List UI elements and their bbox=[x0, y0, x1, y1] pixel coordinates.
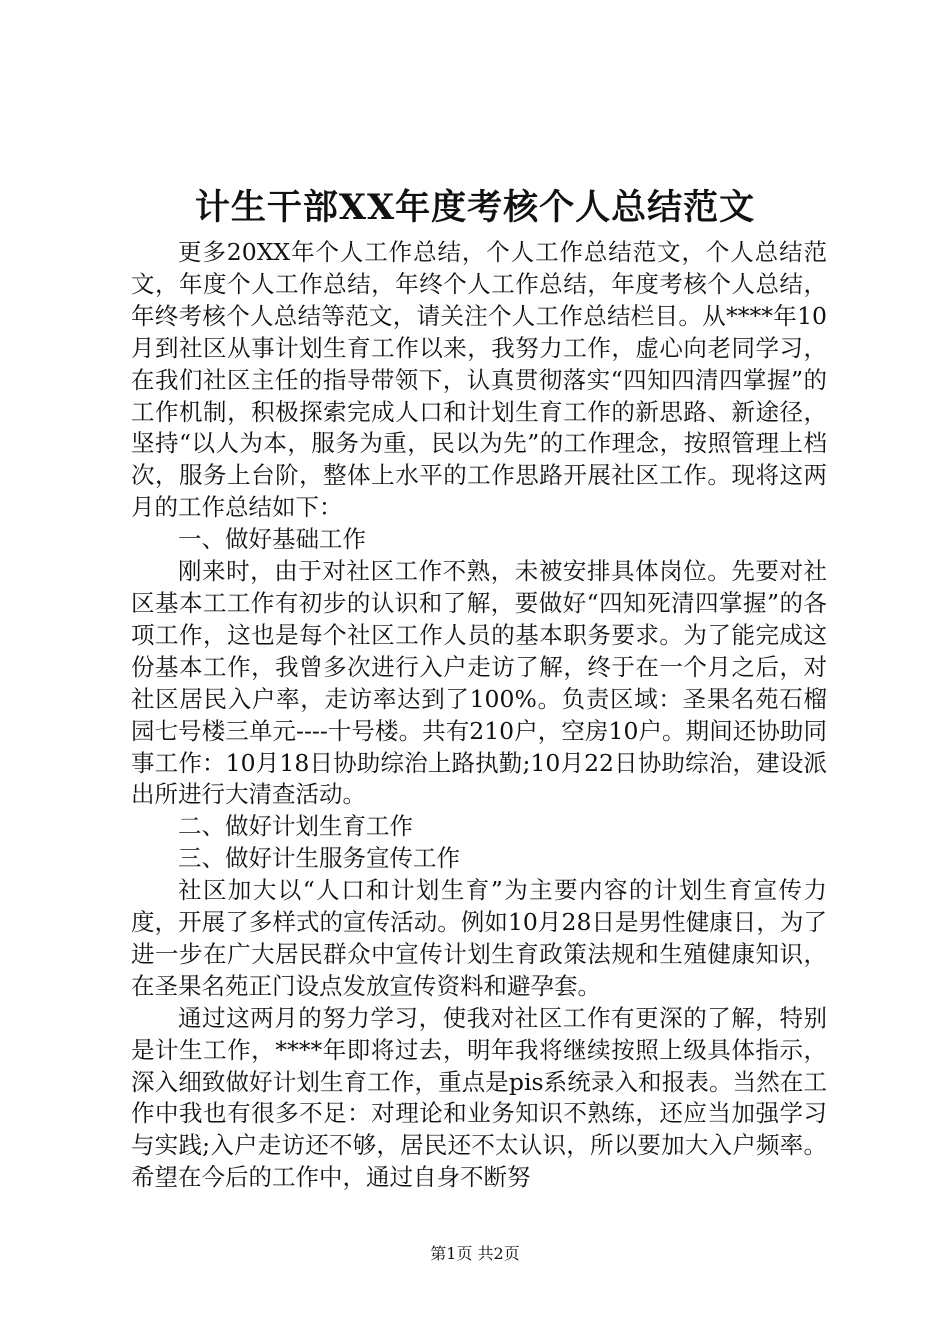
conclusion-paragraph: 通过这两月的努力学习，使我对社区工作有更深的了解，特别是计生工作，****年即将过去，明年我将继续按照上级具体指示，深入细致做好计划生育工作，重点是pis系统录入和报表。当然在工作中我也有很多不足：对理论和业务知识不熟练，还应当加强学习与实践;入户走访还不够，居民还不太认识，所以要加大入户频率。希望在今后的工作中，通过自身不断努 bbox=[131, 1003, 827, 1192]
section-heading-3: 三、做好计生服务宣传工作 bbox=[178, 844, 460, 873]
section-heading-2: 二、做好计划生育工作 bbox=[178, 812, 413, 841]
document-body bbox=[131, 237, 827, 1194]
section-1-paragraph: 刚来时，由于对社区工作不熟，未被安排具体岗位。先要对社区基本工工作有初步的认识和了解，要做好“四知死清四掌握”的各项工作，这也是每个社区工作人员的基本职务要求。为了能完成这份基本工作，我曾多次进行入户走访了解，终于在一个月之后，对社区居民入户率，走访率达到了100%。负责区域：圣果名苑石榴园七号楼三单元----十号楼。共有210户，空房10户。期间还协助同事工作：10月18日协助综治上路执勤;10月22日协助综治，建设派出所进行大清查活动。 bbox=[131, 557, 827, 809]
section-3-paragraph: 社区加大以“人口和计划生育”为主要内容的计划生育宣传力度，开展了多样式的宣传活动。例如10月28日是男性健康日，为了进一步在广大居民群众中宣传计划生育政策法规和生殖健康知识，在圣果名苑正门设点发放宣传资料和避孕套。 bbox=[131, 876, 827, 1000]
page-footer: 第1页 共2页 bbox=[430, 1244, 520, 1263]
section-heading-1: 一、做好基础工作 bbox=[178, 525, 366, 554]
document-title: 计生干部XX年度考核个人总结范文 bbox=[194, 187, 756, 228]
intro-paragraph: 更多20XX年个人工作总结，个人工作总结范文，个人总结范文，年度个人工作总结，年终个人工作总结，年度考核个人总结，年终考核个人总结等范文，请关注个人工作总结栏目。从****年10月到社区从事计划生育工作以来，我努力工作，虚心向老同学习，在我们社区主任的指导带领下，认真贯彻落实“四知四清四掌握”的工作机制，积极探索完成人口和计划生育工作的新思路、新途径，坚持“以人为本，服务为重，民以为先”的工作理念，按照管理上档次，服务上台阶，整体上水平的工作思路开展社区工作。现将这两月的工作总结如下： bbox=[131, 238, 827, 522]
